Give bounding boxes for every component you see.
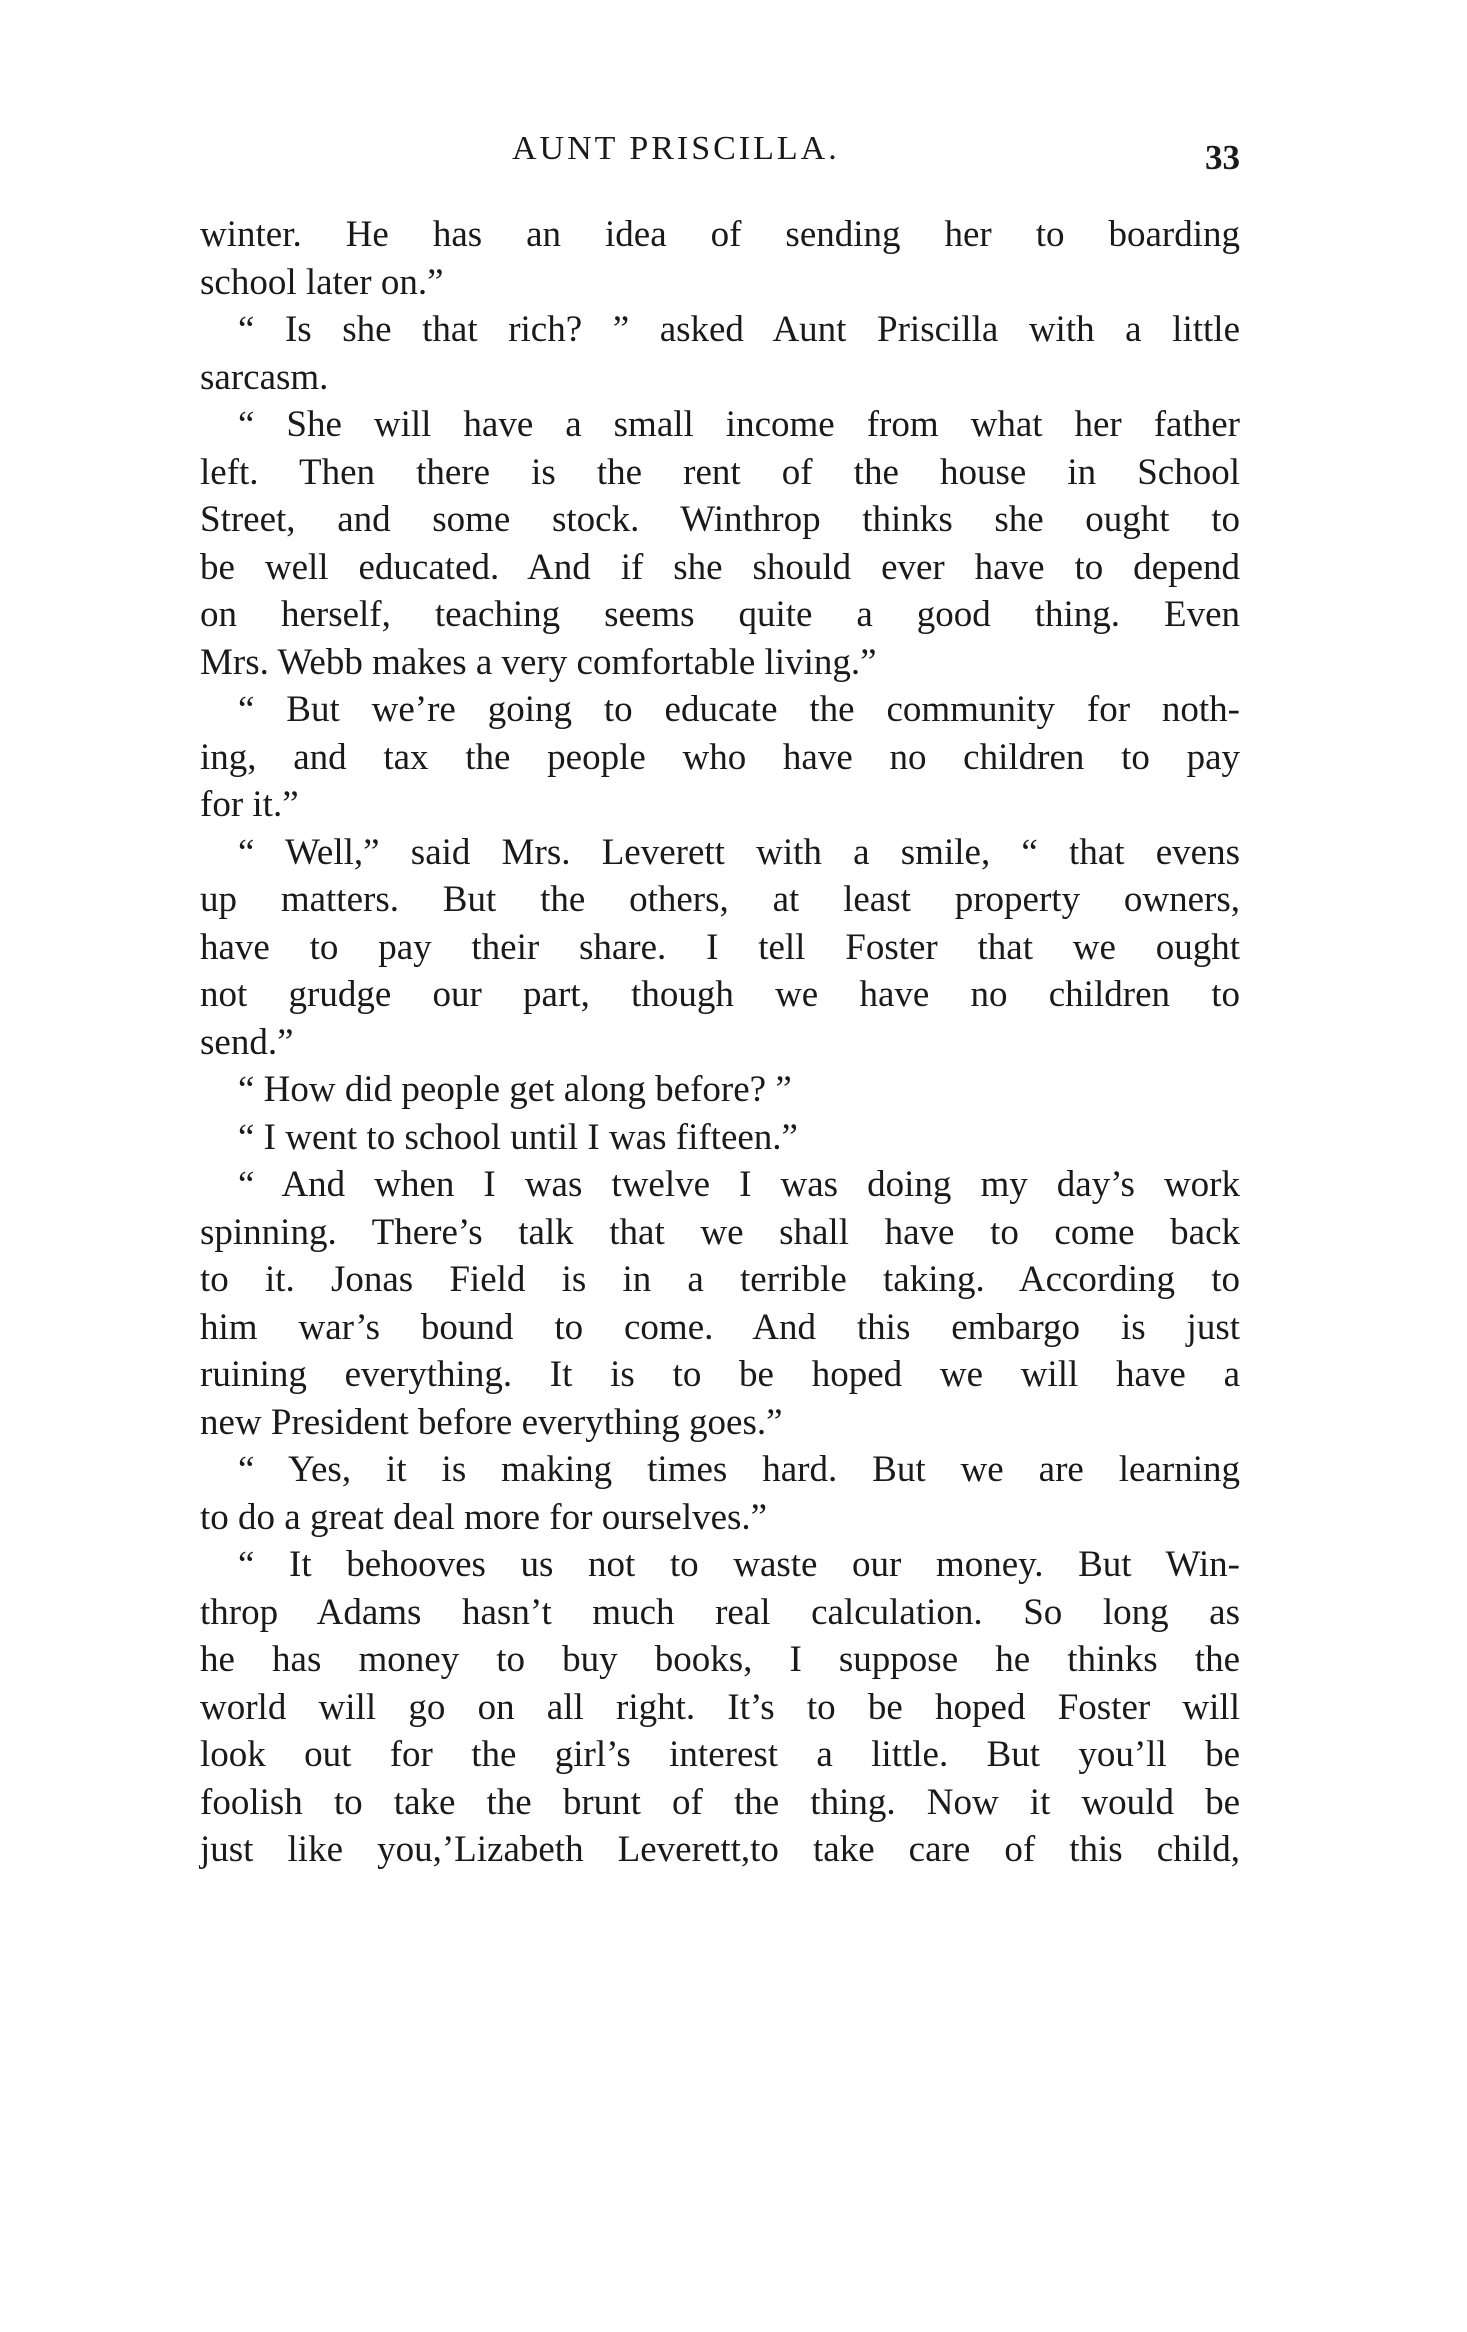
- text-line: throp Adams hasn’t much real calculation. So long as: [200, 1591, 1240, 1633]
- running-head: AUNT PRISCILLA.: [512, 130, 840, 167]
- body-text: [200, 211, 1240, 1874]
- page-number: 33: [1205, 138, 1240, 177]
- text-line: on herself, teaching seems quite a good thing. Even: [200, 594, 1240, 635]
- text-line: have to pay their share. I tell Foster that we ought: [200, 926, 1240, 968]
- text-line: sarcasm.: [200, 356, 329, 398]
- text-line: new President before everything goes.”: [200, 1401, 783, 1443]
- text-line: look out for the girl’s interest a little. But you’ll be: [200, 1734, 1240, 1775]
- text-line: winter. He has an idea of sending her to boarding: [200, 214, 1240, 255]
- text-line: him war’s bound to come. And this embargo is just: [200, 1306, 1240, 1348]
- text-line: to it. Jonas Field is in a terrible taking. According to: [200, 1259, 1240, 1300]
- text-line: “ Well,” said Mrs. Leverett with a smile, “ that evens: [238, 831, 1240, 873]
- text-line: spinning. There’s talk that we shall have to come back: [200, 1211, 1240, 1253]
- text-line: “ I went to school until I was fifteen.”: [238, 1116, 798, 1158]
- text-line: for it.”: [200, 784, 299, 825]
- text-line: “ She will have a small income from what her father: [238, 404, 1240, 445]
- text-line: “ And when I was twelve I was doing my day’s work: [238, 1164, 1240, 1205]
- text-line: to do a great deal more for ourselves.”: [200, 1496, 768, 1538]
- text-line: “ Yes, it is making times hard. But we are learning: [238, 1449, 1240, 1490]
- text-line: be well educated. And if she should ever have to depend: [200, 546, 1240, 588]
- text-line: Mrs. Webb makes a very comfortable living.”: [200, 641, 877, 683]
- text-line: “ How did people get along before? ”: [238, 1069, 792, 1110]
- text-line: “ Is she that rich? ” asked Aunt Priscilla with a little: [238, 309, 1240, 350]
- text-line: ing, and tax the people who have no children to pay: [200, 736, 1240, 778]
- text-line: not grudge our part, though we have no children to: [200, 974, 1240, 1015]
- text-line: left. Then there is the rent of the house in School: [200, 451, 1240, 493]
- text-line: he has money to buy books, I suppose he thinks the: [200, 1639, 1240, 1680]
- text-line: ruining everything. It is to be hoped we will have a: [200, 1354, 1240, 1395]
- text-line: “ But we’re going to educate the community for noth-: [238, 689, 1240, 730]
- text-line: Street, and some stock. Winthrop thinks she ought to: [200, 499, 1240, 540]
- text-line: foolish to take the brunt of the thing. Now it would be: [200, 1781, 1240, 1823]
- text-line: up matters. But the others, at least property owners,: [200, 879, 1240, 920]
- text-line: send.”: [200, 1021, 294, 1063]
- page-header: [200, 124, 1240, 184]
- text-line: world will go on all right. It’s to be hoped Foster will: [200, 1686, 1240, 1728]
- text-line: school later on.”: [200, 261, 444, 303]
- text-line: just like you,’Lizabeth Leverett,to take care of this child,: [200, 1829, 1240, 1870]
- text-line: “ It behooves us not to waste our money. But Win-: [238, 1544, 1240, 1585]
